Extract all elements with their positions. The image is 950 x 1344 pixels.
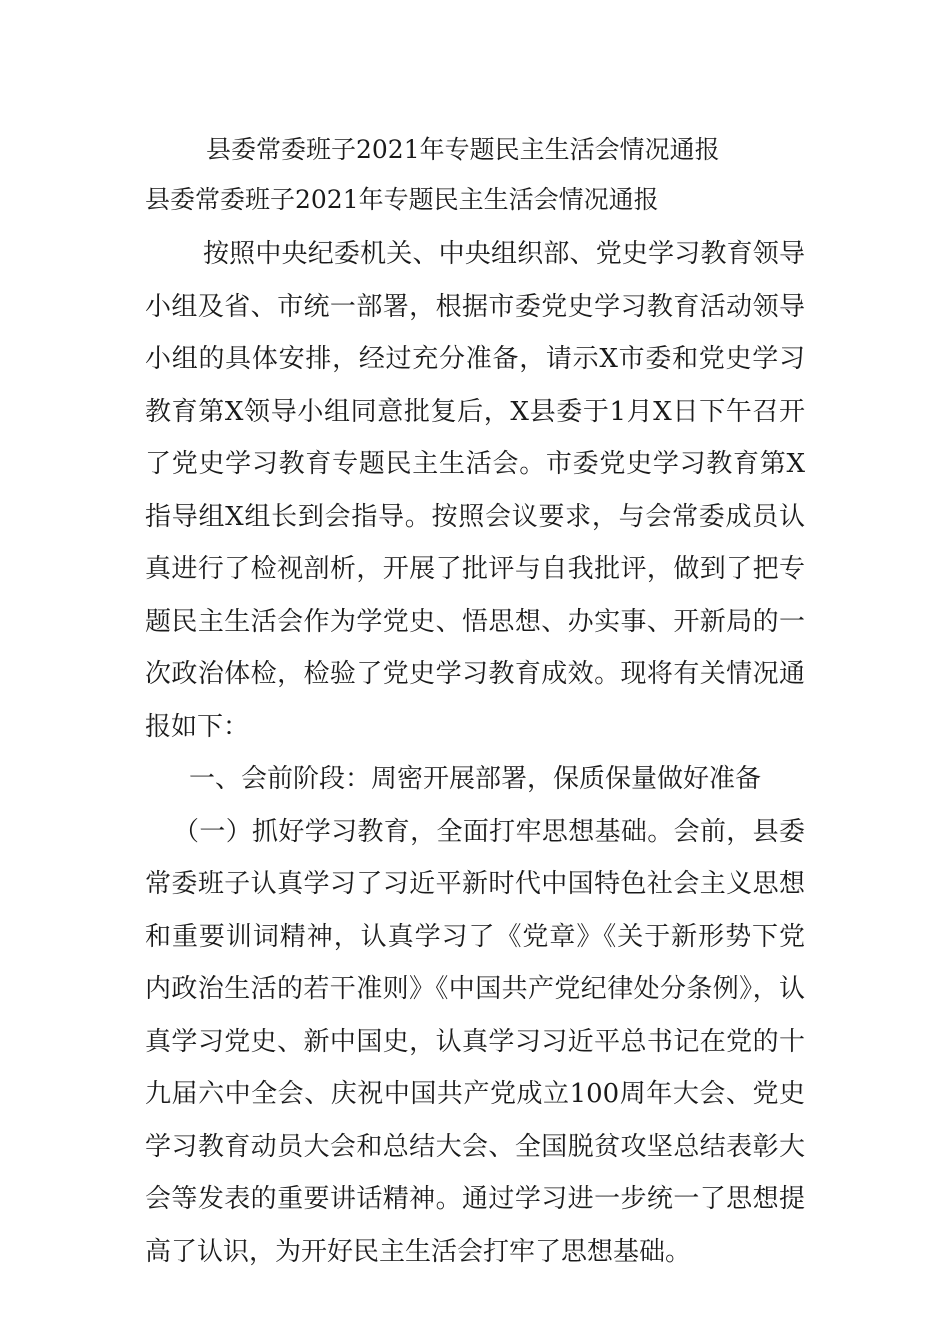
document-title: 县委常委班子2021年专题民主生活会情况通报 [206,135,720,164]
section-item-paragraph: （一）抓好学习教育，全面打牢思想基础。会前，县委常委班子认真学习了习近平新时代中国特色社会主义思想和重要训词精神，认真学习了《党章》《关于新形势下党内政治生活的若干准则》《中国共产党纪律处分条例》，认真学习党史、新中国史，认真学习习近平总书记在党的十九届六中全会、庆祝中国共产党成立100周年大会、党史学习教育动员大会和总结大会、全国脱贫攻坚总结表彰大会等发表的重要讲话精神。通过学习进一步统一了思想提高了认识，为开好民主生活会打牢了思想基础。 [145,816,805,1267]
document-body [145,228,805,1278]
section-heading: 一、会前阶段：周密开展部署，保质保量做好准备 [189,764,762,794]
document-subtitle: 县委常委班子2021年专题民主生活会情况通报 [145,185,659,214]
intro-paragraph: 按照中央纪委机关、中央组织部、党史学习教育领导小组及省、市统一部署，根据市委党史学习教育活动领导小组的具体安排，经过充分准备，请示X市委和党史学习教育第X领导小组同意批复后，X县委于1月X日下午召开了党史学习教育专题民主生活会。市委党史学习教育第X指导组X组长到会指导。按照会议要求，与会常委成员认真进行了检视剖析，开展了批评与自我批评，做到了把专题民主生活会作为学党史、悟思想、办实事、开新局的一次政治体检，检验了党史学习教育成效。现将有关情况通报如下： [145,239,805,742]
